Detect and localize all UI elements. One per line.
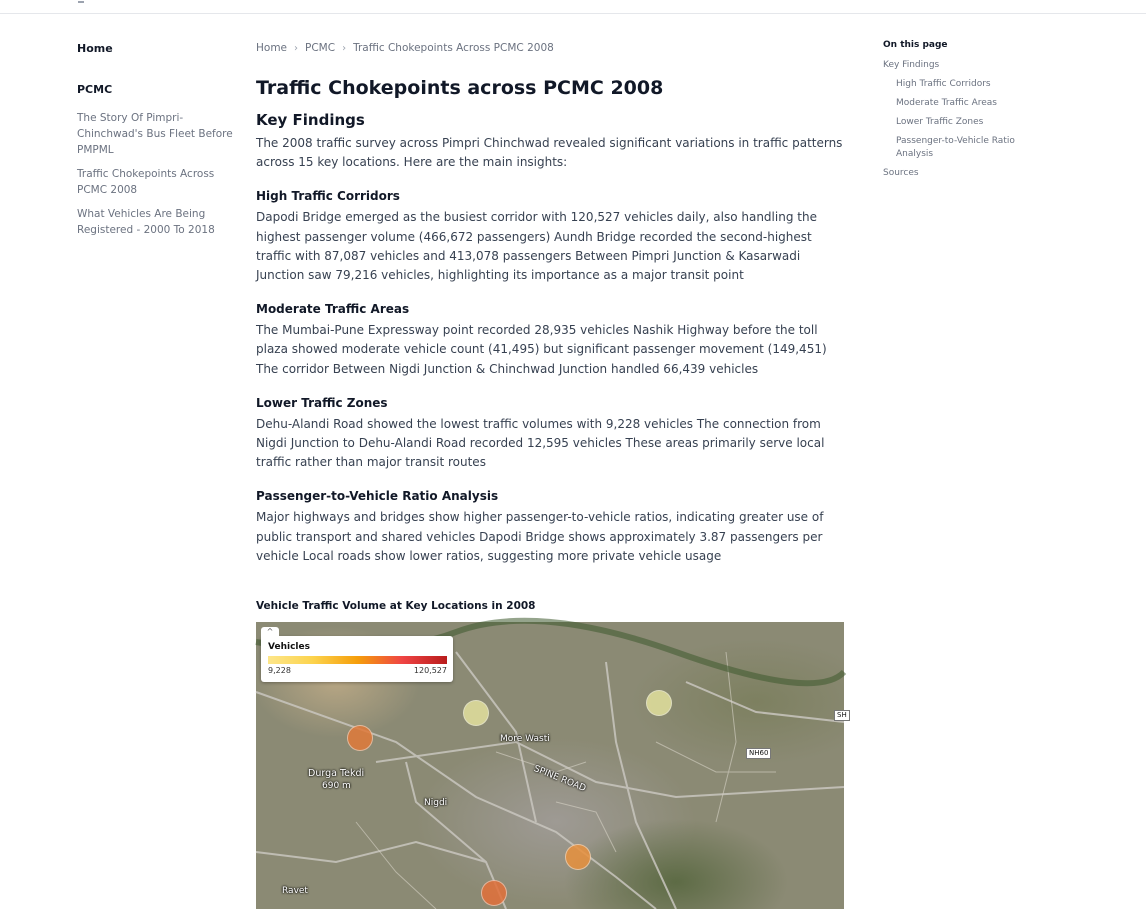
map-label-durga-tekdi: Durga Tekdi	[308, 768, 365, 779]
section-heading: Lower Traffic Zones	[256, 395, 388, 410]
map-label-more-wasti: More Wasti	[500, 734, 550, 744]
sidebar-item-vehicle-registrations[interactable]: What Vehicles Are Being Registered - 2000 To 2018	[77, 208, 215, 236]
logo-fragment	[78, 0, 84, 3]
sidebar-item-bus-fleet[interactable]: The Story Of Pimpri-Chinchwad's Bus Fleet Before PMPML	[77, 112, 233, 156]
legend-title: Vehicles	[268, 642, 310, 652]
legend-max-value: 120,527	[413, 666, 447, 675]
left-sidebar	[77, 40, 237, 238]
map-label-spine-road: SPINE ROAD	[532, 763, 588, 795]
legend-color-scale	[268, 656, 447, 664]
sidebar-item-traffic-chokepoints[interactable]: Traffic Chokepoints Across PCMC 2008	[77, 168, 215, 196]
page-title: Traffic Chokepoints across PCMC 2008	[256, 77, 664, 99]
section-body: The Mumbai-Pune Expressway point recorded 28,935 vehicles Nashik Highway before the toll plaza showed moderate vehicle count (41,495) but significant passenger movement (149,451) The corridor Between Nigdi Junction & Chinchwad Junction handled 66,439 vehicles	[256, 323, 827, 376]
breadcrumb	[256, 40, 846, 56]
breadcrumb-pcmc[interactable]: PCMC	[305, 42, 336, 54]
traffic-map[interactable]	[256, 622, 847, 909]
toc-item-moderate-traffic[interactable]: Moderate Traffic Areas	[896, 98, 997, 108]
sidebar-home-link[interactable]: Home	[77, 42, 113, 55]
map-label-ravet: Ravet	[282, 886, 308, 896]
toc-item-lower-traffic[interactable]: Lower Traffic Zones	[896, 117, 984, 127]
top-header	[0, 0, 1146, 14]
section-moderate-traffic	[256, 300, 846, 379]
main-content	[256, 40, 846, 612]
chevron-right-icon: ›	[342, 42, 347, 54]
section-body: Dehu-Alandi Road showed the lowest traffic volumes with 9,228 vehicles The connection from Nigdi Junction to Dehu-Alandi Road recorded 12,595 vehicles These areas primarily serve local traffic rather than major transit routes	[256, 416, 825, 470]
marker-e[interactable]	[481, 880, 507, 906]
map-legend	[261, 636, 453, 682]
section-body: Dapodi Bridge emerged as the busiest corridor with 120,527 vehicles daily, also handling the highest passenger volume (466,672 passengers) Aundh Bridge recorded the second-highest traffic with 87,087 vehicles and 413,078 passengers Between Pimpri Junction & Kasarwadi Junction saw 79,216 vehicles, highlighting its importance as a major transit point	[256, 210, 817, 283]
toc-item-key-findings[interactable]: Key Findings	[883, 60, 940, 70]
toc-title: On this page	[883, 40, 948, 50]
section-high-traffic	[256, 187, 846, 285]
marker-d[interactable]	[565, 844, 591, 870]
road-badge-sh: SH	[834, 710, 850, 721]
toc-item-high-traffic[interactable]: High Traffic Corridors	[896, 79, 991, 89]
section-ratio-analysis	[256, 487, 846, 566]
breadcrumb-home[interactable]: Home	[256, 42, 288, 54]
marker-b[interactable]	[646, 690, 672, 716]
on-this-page-toc	[883, 40, 1023, 179]
section-body: Major highways and bridges show higher passenger-to-vehicle ratios, indicating greater use of public transport and shared vehicles Dapodi Bridge shows approximately 3.87 passengers per vehicle Local roads show lower ratios, suggesting more private vehicle usage	[256, 510, 824, 563]
marker-a[interactable]	[463, 700, 489, 726]
chevron-right-icon: ›	[294, 42, 299, 54]
breadcrumb-current: Traffic Chokepoints Across PCMC 2008	[353, 42, 554, 54]
legend-min-value: 9,228	[268, 666, 291, 675]
marker-c[interactable]	[347, 725, 373, 751]
section-lower-traffic	[256, 394, 846, 473]
road-badge-nh60: NH60	[746, 748, 771, 759]
sidebar-section-pcmc[interactable]: PCMC	[77, 83, 113, 96]
map-label-nigdi: Nigdi	[424, 798, 448, 808]
key-findings-heading: Key Findings	[256, 111, 365, 129]
section-heading: Moderate Traffic Areas	[256, 302, 410, 317]
sidebar-links	[77, 110, 237, 238]
intro-paragraph: The 2008 traffic survey across Pimpri Chinchwad revealed significant variations in traffic patterns across 15 key locations. Here are the main insights:	[256, 136, 843, 170]
legend-collapse-toggle[interactable]: ^	[261, 627, 279, 639]
section-heading: High Traffic Corridors	[256, 189, 400, 204]
section-heading: Passenger-to-Vehicle Ratio Analysis	[256, 489, 499, 504]
toc-item-ratio-analysis[interactable]: Passenger-to-Vehicle Ratio Analysis	[896, 136, 1015, 159]
map-label-elevation: 690 m	[322, 781, 351, 791]
map-title: Vehicle Traffic Volume at Key Locations in 2008	[256, 600, 536, 613]
toc-item-sources[interactable]: Sources	[883, 167, 919, 178]
